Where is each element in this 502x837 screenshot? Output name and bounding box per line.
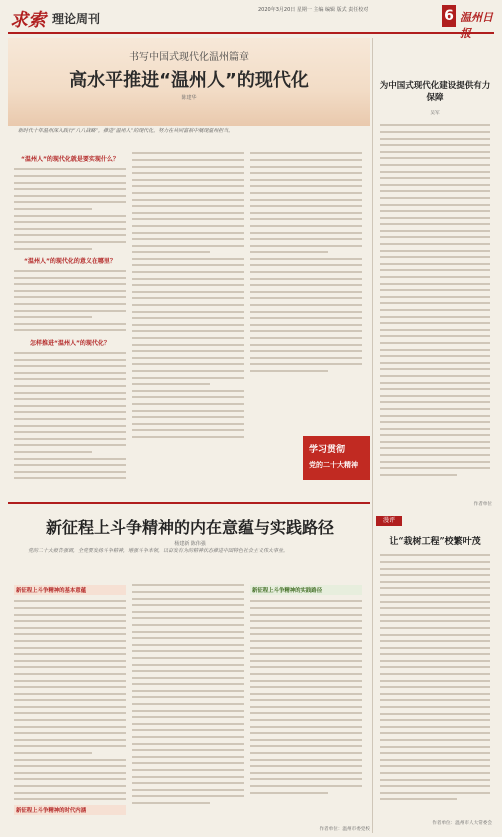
article-lead: 新时代十年温州深入践行“八八战略”，推进“温州人”的现代化，努力在共同富裕中展现温州担当。 [18,128,234,134]
subheading: 新征程上斗争精神的基本意蕴 [14,585,126,595]
subheading: 新征程上斗争精神的时代内涵 [14,805,126,815]
section-heading: “温州人”的现代化就是要实现什么？ [21,156,119,163]
article-2-column-3 [250,582,362,796]
commentary-tag: 漫评 [376,516,402,526]
page-number: 6 [442,5,456,27]
commentary-author-unit: 作者单位：温州市人大常委会 [432,821,492,826]
commentary-text [380,552,490,803]
hero-kicker: 书写中国式现代化温州篇章 [129,52,249,63]
right-article-title: 为中国式现代化建设提供有力保障 [379,81,491,103]
banner-line-2: 党的二十大精神 [309,461,358,469]
subheading: 新征程上斗争精神的实践路径 [250,585,362,595]
banner-line-1: 学习贯彻 [309,445,346,455]
article-2-footer: 作者单位：温州市委党校 [319,827,370,832]
right-article-author: 吴军 [430,111,440,116]
hero-title: 高水平推进“温州人”的现代化 [69,70,309,91]
column-2 [132,150,244,440]
paper-name: 温州日报 [460,11,493,40]
right-article-byline: 作者单位 [473,502,492,507]
right-column [376,38,494,833]
commentary-title: 让“栽树工程”校繁叶茂 [389,537,481,547]
section-heading: 怎样推进“温州人”的现代化？ [30,339,110,347]
column-text [14,166,126,252]
article-2-column-2 [132,582,244,806]
hero-banner [8,38,370,126]
column-separator [372,38,373,833]
right-article-text [380,122,490,478]
article-divider [8,502,370,504]
masthead [8,4,494,40]
article-2-title: 新征程上斗争精神的内在意蕴与实践路径 [45,518,334,537]
article-2-column-1 [14,582,126,818]
section-heading: “温州人”的现代化的意义在哪里？ [24,257,116,265]
edition-info: 2020年3月20日 星期一 主编 编辑 版式 责任校对 [258,7,369,13]
section-logo: 求索 [10,10,46,31]
hero-author: 陈建华 [181,95,197,101]
column-3 [250,150,362,374]
section-title: 理论周刊 [52,12,101,26]
article-2-author: 杨建新 陈伟强 [174,541,206,547]
column-1 [14,150,126,482]
article-2-lead: 党的二十大报告强调，全党要发扬斗争精神，增强斗争本领，以奋发有为的精神状态推进中国特色社会主义伟大事业。 [28,548,289,554]
study-banner [303,436,370,480]
